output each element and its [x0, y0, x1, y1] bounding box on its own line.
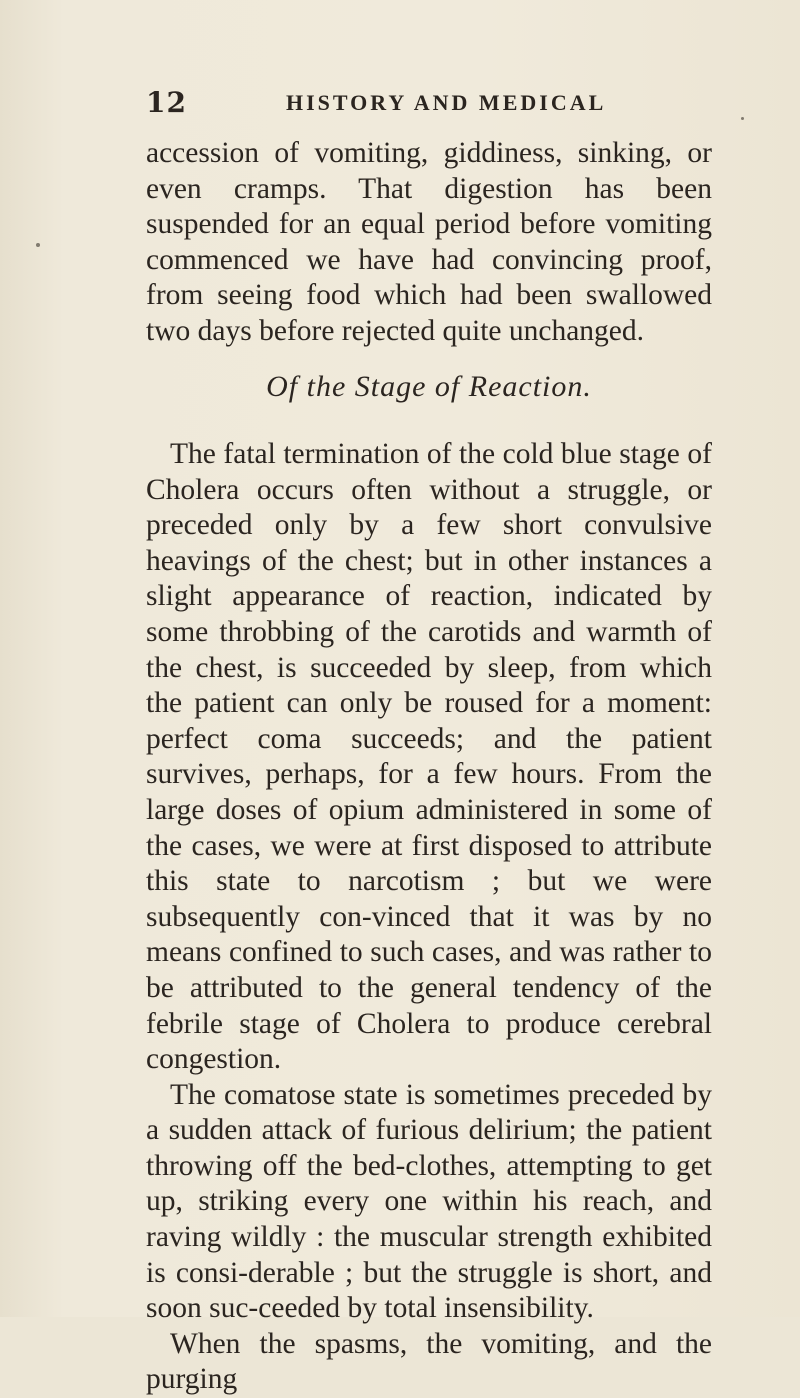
running-head-title: HISTORY AND MEDICAL: [286, 90, 607, 115]
paragraph-continued: When the spasms, the vomiting, and the purging: [146, 1327, 712, 1396]
page-number: 12: [146, 86, 187, 119]
section-heading: Of the Stage of Reaction.: [266, 370, 592, 403]
paragraph: accession of vomiting, giddiness, sinking, or even cramps. That digestion has been suspended for an equal period before vomiting commenced we have had convincing proof, from seeing food which had been swallowed two days before rejected quite unchanged.: [146, 137, 712, 347]
running-head: [146, 86, 746, 122]
paragraph: The fatal termination of the cold blue stage of Cholera occurs often without a struggle, or preceded only by a few short convulsive heavings of the chest; but in other instances a slight appearance of reaction, indicated by some throbbing of the carotids and warmth of the chest, is succeeded by sleep, from which the patient can only be roused for a moment: perfect coma succeeds; and the patient survives, perhaps, for a few hours. From the large doses of opium administered in some of the cases, we were at first disposed to attribute this state to narcotism ; but we were subsequently con-vinced that it was by no means confined to such cases, and was rather to be attributed to the general tendency of the febrile stage of Cholera to produce cerebral congestion.: [146, 438, 712, 1076]
ink-speck: [36, 243, 40, 247]
body-text-top: [146, 136, 712, 350]
paragraph: The comatose state is sometimes preceded by a sudden attack of furious delirium; the patient throwing off the bed-clothes, attempting to get up, striking every one within his reach, and raving wildly : the muscular strength exhibited is consi-derable ; but the struggle is short, and soon suc-ceeded by total insensibility.: [146, 1078, 712, 1325]
body-text-bottom: [146, 437, 712, 1398]
ink-speck: [741, 117, 744, 120]
